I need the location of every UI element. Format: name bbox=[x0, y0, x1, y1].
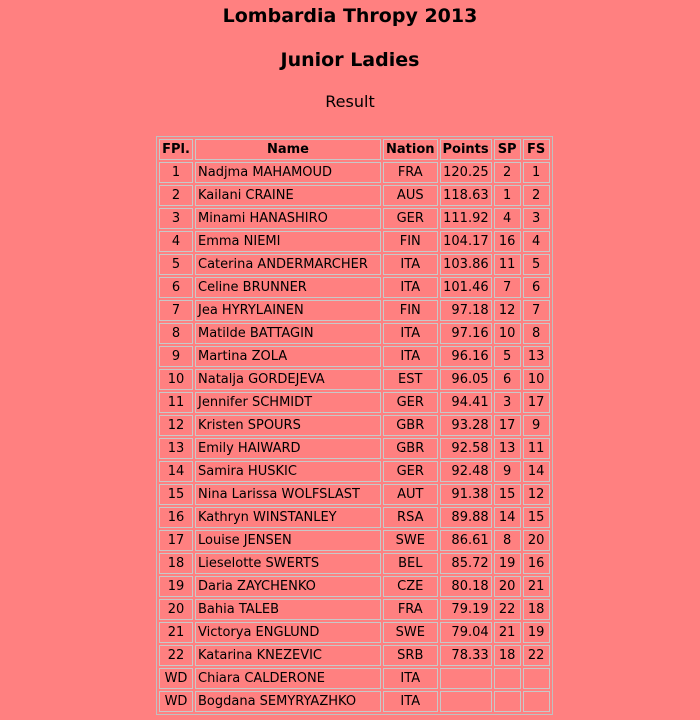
cell-points: 78.33 bbox=[440, 645, 492, 666]
cell-skater-name: Katarina KNEZEVIC bbox=[195, 645, 381, 666]
cell-skater-name: Bogdana SEMYRYAZHKO bbox=[195, 691, 381, 712]
cell-nation: FRA bbox=[383, 162, 438, 183]
table-row bbox=[159, 507, 550, 528]
event-title: Lombardia Thropy 2013 bbox=[222, 5, 478, 27]
cell-fs-rank: 7 bbox=[523, 300, 550, 321]
cell-sp-rank: 16 bbox=[494, 231, 521, 252]
cell-sp-rank: 13 bbox=[494, 438, 521, 459]
cell-fs-rank: 9 bbox=[523, 415, 550, 436]
cell-points: 94.41 bbox=[440, 392, 492, 413]
cell-placement: 5 bbox=[159, 254, 193, 275]
cell-skater-name: Victorya ENGLUND bbox=[195, 622, 381, 643]
cell-skater-name: Celine BRUNNER bbox=[195, 277, 381, 298]
cell-points: 79.04 bbox=[440, 622, 492, 643]
cell-points: 89.88 bbox=[440, 507, 492, 528]
cell-points: 101.46 bbox=[440, 277, 492, 298]
table-row bbox=[159, 645, 550, 666]
cell-placement: 16 bbox=[159, 507, 193, 528]
cell-placement: 17 bbox=[159, 530, 193, 551]
column-header-points: Points bbox=[440, 139, 492, 160]
cell-points: 96.05 bbox=[440, 369, 492, 390]
cell-skater-name: Chiara CALDERONE bbox=[195, 668, 381, 689]
table-row bbox=[159, 254, 550, 275]
table-row bbox=[159, 576, 550, 597]
cell-nation: FRA bbox=[383, 599, 438, 620]
cell-points: 79.19 bbox=[440, 599, 492, 620]
cell-placement: 2 bbox=[159, 185, 193, 206]
column-header-fs: FS bbox=[523, 139, 550, 160]
table-row bbox=[159, 231, 550, 252]
cell-fs-rank: 15 bbox=[523, 507, 550, 528]
cell-nation: GER bbox=[383, 461, 438, 482]
cell-placement: 10 bbox=[159, 369, 193, 390]
table-header-row bbox=[159, 139, 550, 160]
table-row bbox=[159, 622, 550, 643]
cell-placement: 11 bbox=[159, 392, 193, 413]
cell-points: 97.18 bbox=[440, 300, 492, 321]
cell-points: 104.17 bbox=[440, 231, 492, 252]
cell-nation: ITA bbox=[383, 277, 438, 298]
cell-nation: ITA bbox=[383, 691, 438, 712]
cell-placement: 4 bbox=[159, 231, 193, 252]
cell-sp-rank: 7 bbox=[494, 277, 521, 298]
result-label: Result bbox=[325, 92, 375, 111]
cell-skater-name: Emily HAIWARD bbox=[195, 438, 381, 459]
table-row bbox=[159, 369, 550, 390]
cell-nation: SWE bbox=[383, 622, 438, 643]
cell-placement: 6 bbox=[159, 277, 193, 298]
cell-sp-rank: 3 bbox=[494, 392, 521, 413]
cell-sp-rank: 22 bbox=[494, 599, 521, 620]
cell-placement: 19 bbox=[159, 576, 193, 597]
cell-fs-rank: 5 bbox=[523, 254, 550, 275]
cell-fs-rank: 1 bbox=[523, 162, 550, 183]
table-row bbox=[159, 277, 550, 298]
cell-nation: EST bbox=[383, 369, 438, 390]
cell-placement: 1 bbox=[159, 162, 193, 183]
cell-placement: 7 bbox=[159, 300, 193, 321]
cell-sp-rank: 15 bbox=[494, 484, 521, 505]
cell-fs-rank: 18 bbox=[523, 599, 550, 620]
cell-placement: 15 bbox=[159, 484, 193, 505]
cell-points: 96.16 bbox=[440, 346, 492, 367]
cell-sp-rank: 18 bbox=[494, 645, 521, 666]
cell-nation: CZE bbox=[383, 576, 438, 597]
cell-skater-name: Kathryn WINSTANLEY bbox=[195, 507, 381, 528]
cell-sp-rank bbox=[494, 691, 521, 712]
table-row bbox=[159, 346, 550, 367]
table-row bbox=[159, 691, 550, 712]
results-body bbox=[159, 162, 550, 712]
cell-sp-rank: 6 bbox=[494, 369, 521, 390]
cell-sp-rank: 8 bbox=[494, 530, 521, 551]
cell-nation: ITA bbox=[383, 346, 438, 367]
cell-nation: GER bbox=[383, 392, 438, 413]
column-header-name: Name bbox=[195, 139, 381, 160]
cell-sp-rank: 2 bbox=[494, 162, 521, 183]
cell-fs-rank: 11 bbox=[523, 438, 550, 459]
cell-points: 86.61 bbox=[440, 530, 492, 551]
cell-placement: WD bbox=[159, 691, 193, 712]
table-row bbox=[159, 668, 550, 689]
cell-nation: AUT bbox=[383, 484, 438, 505]
cell-placement: 9 bbox=[159, 346, 193, 367]
cell-points: 92.58 bbox=[440, 438, 492, 459]
cell-placement: 13 bbox=[159, 438, 193, 459]
cell-fs-rank bbox=[523, 691, 550, 712]
cell-skater-name: Samira HUSKIC bbox=[195, 461, 381, 482]
cell-points: 92.48 bbox=[440, 461, 492, 482]
cell-skater-name: Louise JENSEN bbox=[195, 530, 381, 551]
cell-sp-rank: 14 bbox=[494, 507, 521, 528]
cell-skater-name: Nadjma MAHAMOUD bbox=[195, 162, 381, 183]
cell-fs-rank: 17 bbox=[523, 392, 550, 413]
cell-fs-rank: 6 bbox=[523, 277, 550, 298]
category-title: Junior Ladies bbox=[280, 49, 420, 71]
cell-sp-rank: 5 bbox=[494, 346, 521, 367]
table-row bbox=[159, 438, 550, 459]
column-header-sp: SP bbox=[494, 139, 521, 160]
cell-fs-rank: 3 bbox=[523, 208, 550, 229]
table-row bbox=[159, 530, 550, 551]
cell-fs-rank: 8 bbox=[523, 323, 550, 344]
cell-sp-rank: 19 bbox=[494, 553, 521, 574]
cell-nation: ITA bbox=[383, 254, 438, 275]
cell-fs-rank: 21 bbox=[523, 576, 550, 597]
cell-sp-rank: 9 bbox=[494, 461, 521, 482]
cell-fs-rank: 22 bbox=[523, 645, 550, 666]
cell-placement: 18 bbox=[159, 553, 193, 574]
cell-skater-name: Matilde BATTAGIN bbox=[195, 323, 381, 344]
cell-nation: BEL bbox=[383, 553, 438, 574]
cell-nation: SWE bbox=[383, 530, 438, 551]
cell-nation: GBR bbox=[383, 415, 438, 436]
cell-points: 80.18 bbox=[440, 576, 492, 597]
cell-placement: 20 bbox=[159, 599, 193, 620]
cell-points: 85.72 bbox=[440, 553, 492, 574]
cell-nation: FIN bbox=[383, 231, 438, 252]
cell-fs-rank: 20 bbox=[523, 530, 550, 551]
cell-placement: 12 bbox=[159, 415, 193, 436]
cell-sp-rank: 21 bbox=[494, 622, 521, 643]
cell-nation: SRB bbox=[383, 645, 438, 666]
cell-fs-rank: 4 bbox=[523, 231, 550, 252]
cell-points: 91.38 bbox=[440, 484, 492, 505]
cell-skater-name: Emma NIEMI bbox=[195, 231, 381, 252]
table-row bbox=[159, 553, 550, 574]
cell-points: 111.92 bbox=[440, 208, 492, 229]
cell-nation: FIN bbox=[383, 300, 438, 321]
table-row bbox=[159, 599, 550, 620]
cell-placement: 22 bbox=[159, 645, 193, 666]
cell-nation: GER bbox=[383, 208, 438, 229]
cell-fs-rank: 2 bbox=[523, 185, 550, 206]
cell-skater-name: Kailani CRAINE bbox=[195, 185, 381, 206]
cell-skater-name: Kristen SPOURS bbox=[195, 415, 381, 436]
column-header-nation: Nation bbox=[383, 139, 438, 160]
cell-points: 103.86 bbox=[440, 254, 492, 275]
cell-skater-name: Caterina ANDERMARCHER bbox=[195, 254, 381, 275]
cell-fs-rank: 13 bbox=[523, 346, 550, 367]
cell-nation: AUS bbox=[383, 185, 438, 206]
cell-nation: ITA bbox=[383, 323, 438, 344]
table-row bbox=[159, 415, 550, 436]
cell-nation: RSA bbox=[383, 507, 438, 528]
cell-placement: 21 bbox=[159, 622, 193, 643]
cell-sp-rank: 17 bbox=[494, 415, 521, 436]
cell-sp-rank: 1 bbox=[494, 185, 521, 206]
cell-fs-rank: 12 bbox=[523, 484, 550, 505]
table-row bbox=[159, 300, 550, 321]
cell-skater-name: Minami HANASHIRO bbox=[195, 208, 381, 229]
cell-sp-rank: 12 bbox=[494, 300, 521, 321]
cell-points bbox=[440, 691, 492, 712]
cell-points bbox=[440, 668, 492, 689]
cell-skater-name: Jea HYRYLAINEN bbox=[195, 300, 381, 321]
cell-sp-rank: 11 bbox=[494, 254, 521, 275]
cell-fs-rank bbox=[523, 668, 550, 689]
cell-points: 118.63 bbox=[440, 185, 492, 206]
cell-skater-name: Bahia TALEB bbox=[195, 599, 381, 620]
cell-fs-rank: 14 bbox=[523, 461, 550, 482]
cell-sp-rank bbox=[494, 668, 521, 689]
cell-points: 120.25 bbox=[440, 162, 492, 183]
cell-placement: 3 bbox=[159, 208, 193, 229]
cell-skater-name: Natalja GORDEJEVA bbox=[195, 369, 381, 390]
cell-sp-rank: 4 bbox=[494, 208, 521, 229]
results-table bbox=[156, 136, 553, 715]
cell-sp-rank: 10 bbox=[494, 323, 521, 344]
table-row bbox=[159, 392, 550, 413]
cell-skater-name: Daria ZAYCHENKO bbox=[195, 576, 381, 597]
cell-points: 93.28 bbox=[440, 415, 492, 436]
cell-nation: ITA bbox=[383, 668, 438, 689]
table-row bbox=[159, 323, 550, 344]
table-row bbox=[159, 461, 550, 482]
cell-placement: 8 bbox=[159, 323, 193, 344]
table-row bbox=[159, 185, 550, 206]
cell-fs-rank: 19 bbox=[523, 622, 550, 643]
cell-skater-name: Jennifer SCHMIDT bbox=[195, 392, 381, 413]
table-row bbox=[159, 484, 550, 505]
cell-sp-rank: 20 bbox=[494, 576, 521, 597]
cell-skater-name: Nina Larissa WOLFSLAST bbox=[195, 484, 381, 505]
cell-placement: 14 bbox=[159, 461, 193, 482]
table-row bbox=[159, 162, 550, 183]
cell-skater-name: Lieselotte SWERTS bbox=[195, 553, 381, 574]
column-header-fpl: FPl. bbox=[159, 139, 193, 160]
cell-skater-name: Martina ZOLA bbox=[195, 346, 381, 367]
cell-fs-rank: 10 bbox=[523, 369, 550, 390]
cell-nation: GBR bbox=[383, 438, 438, 459]
table-row bbox=[159, 208, 550, 229]
cell-placement: WD bbox=[159, 668, 193, 689]
cell-points: 97.16 bbox=[440, 323, 492, 344]
cell-fs-rank: 16 bbox=[523, 553, 550, 574]
